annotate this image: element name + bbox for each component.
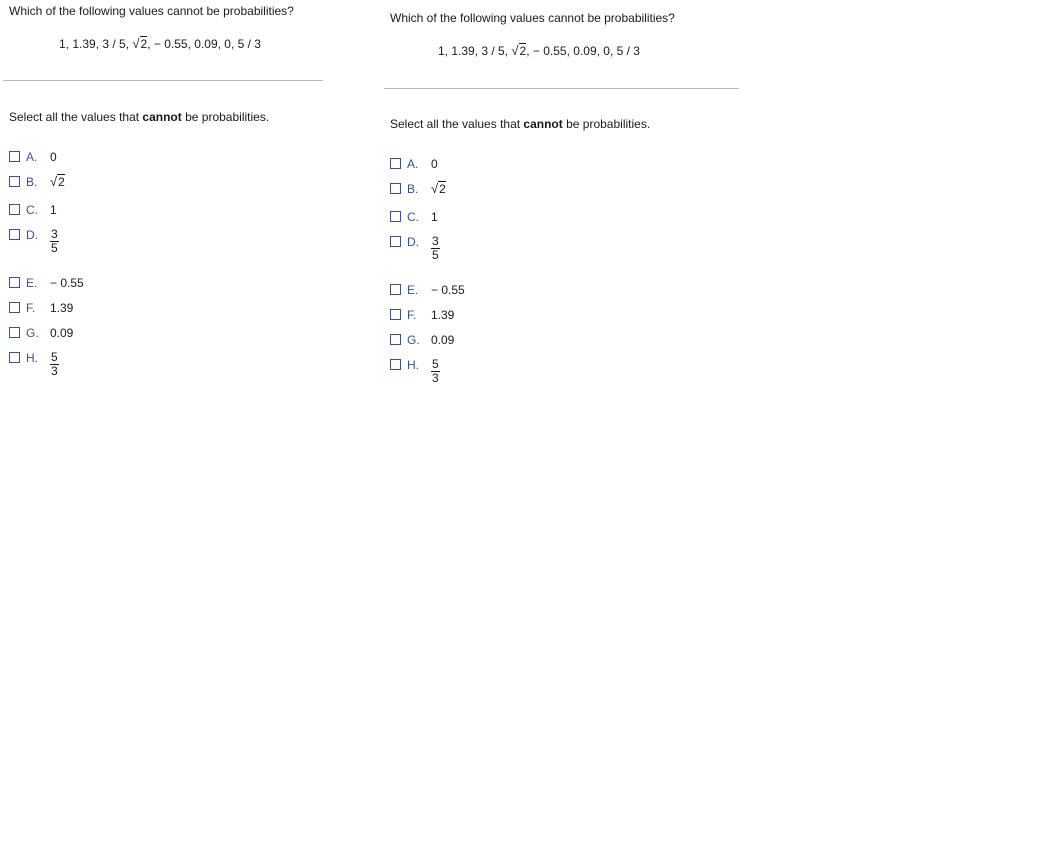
- option-letter: B.: [26, 175, 38, 189]
- values-prefix: 1, 1.39, 3 / 5,: [438, 44, 509, 58]
- option-letter: F.: [407, 308, 417, 322]
- option-value-sqrt: [431, 182, 446, 196]
- option-a[interactable]: [9, 150, 57, 166]
- option-d[interactable]: [9, 227, 59, 255]
- instruction-post: be probabilities.: [181, 110, 270, 124]
- option-value: 1: [50, 203, 57, 217]
- option-letter: A.: [407, 157, 419, 171]
- denominator: 3: [51, 364, 58, 378]
- option-value-fraction: [50, 228, 59, 255]
- checkbox[interactable]: [9, 151, 20, 162]
- checkbox[interactable]: [390, 359, 401, 370]
- numerator: 5: [432, 357, 439, 371]
- instruction-text: [390, 117, 650, 131]
- option-value: − 0.55: [431, 283, 465, 297]
- option-letter: C.: [407, 210, 419, 224]
- checkbox[interactable]: [9, 277, 20, 288]
- option-e[interactable]: [390, 283, 465, 299]
- checkbox[interactable]: [390, 284, 401, 295]
- option-value-fraction: [431, 235, 440, 262]
- instruction-bold: cannot: [142, 110, 182, 124]
- checkbox[interactable]: [9, 176, 20, 187]
- checkbox[interactable]: [9, 204, 20, 215]
- option-b[interactable]: [390, 182, 446, 198]
- checkbox[interactable]: [9, 229, 20, 240]
- option-value-fraction: [50, 351, 59, 378]
- option-value: 1: [431, 210, 438, 224]
- radicand: 2: [58, 175, 65, 189]
- option-value: 0.09: [50, 326, 74, 340]
- option-letter: C.: [26, 203, 38, 217]
- option-value: − 0.55: [50, 276, 84, 290]
- option-value-fraction: [431, 358, 440, 385]
- option-value: 0: [50, 150, 57, 164]
- instruction-bold: cannot: [523, 117, 563, 131]
- option-value: 1.39: [50, 301, 74, 315]
- numerator: 3: [51, 227, 58, 241]
- option-letter: G.: [26, 326, 39, 340]
- denominator: 5: [432, 248, 439, 262]
- option-value: 1.39: [431, 308, 455, 322]
- option-c[interactable]: [9, 203, 57, 219]
- denominator: 5: [51, 241, 58, 255]
- checkbox[interactable]: [9, 327, 20, 338]
- instruction-post: be probabilities.: [562, 117, 651, 131]
- option-a[interactable]: [390, 157, 438, 173]
- question-text: Which of the following values cannot be probabilities?: [390, 11, 675, 25]
- values-suffix: , − 0.55, 0.09, 0, 5 / 3: [526, 44, 640, 58]
- checkbox[interactable]: [390, 183, 401, 194]
- option-letter: G.: [407, 333, 420, 347]
- option-g[interactable]: [9, 326, 73, 342]
- option-f[interactable]: [9, 301, 73, 317]
- option-value: 0: [431, 157, 438, 171]
- option-letter: B.: [407, 182, 419, 196]
- radical-sign: √: [511, 43, 519, 58]
- radical-sign: √: [431, 181, 439, 196]
- option-value: 0.09: [431, 333, 455, 347]
- checkbox[interactable]: [390, 309, 401, 320]
- values-prefix: 1, 1.39, 3 / 5,: [59, 37, 130, 51]
- question-text: Which of the following values cannot be probabilities?: [9, 4, 294, 18]
- option-letter: F.: [26, 301, 36, 315]
- option-value-sqrt: [50, 175, 65, 189]
- numerator: 3: [432, 234, 439, 248]
- values-list: [59, 36, 261, 51]
- option-e[interactable]: [9, 276, 84, 292]
- option-letter: H.: [26, 351, 38, 365]
- option-letter: E.: [407, 283, 419, 297]
- radical-sign: √: [132, 36, 140, 51]
- checkbox[interactable]: [390, 211, 401, 222]
- checkbox[interactable]: [390, 158, 401, 169]
- option-b[interactable]: [9, 175, 65, 191]
- sqrt-expression: [132, 36, 147, 51]
- checkbox[interactable]: [390, 236, 401, 247]
- option-f[interactable]: [390, 308, 454, 324]
- option-letter: D.: [407, 235, 419, 249]
- checkbox[interactable]: [390, 334, 401, 345]
- option-h[interactable]: [390, 357, 440, 385]
- radicand: 2: [439, 182, 446, 196]
- option-letter: D.: [26, 228, 38, 242]
- option-c[interactable]: [390, 210, 438, 226]
- radicand: 2: [519, 44, 527, 58]
- checkbox[interactable]: [9, 302, 20, 313]
- radical-sign: √: [50, 174, 58, 189]
- denominator: 3: [432, 371, 439, 385]
- radicand: 2: [140, 37, 148, 51]
- option-letter: A.: [26, 150, 38, 164]
- values-list: [438, 43, 640, 58]
- instruction-pre: Select all the values that: [9, 110, 143, 124]
- sqrt-expression: [511, 43, 526, 58]
- divider: [384, 88, 739, 89]
- divider: [3, 80, 323, 81]
- option-d[interactable]: [390, 234, 440, 262]
- instruction-text: [9, 110, 269, 124]
- option-h[interactable]: [9, 350, 59, 378]
- option-letter: E.: [26, 276, 38, 290]
- option-g[interactable]: [390, 333, 454, 349]
- values-suffix: , − 0.55, 0.09, 0, 5 / 3: [147, 37, 261, 51]
- instruction-pre: Select all the values that: [390, 117, 524, 131]
- checkbox[interactable]: [9, 352, 20, 363]
- numerator: 5: [51, 350, 58, 364]
- option-letter: H.: [407, 358, 419, 372]
